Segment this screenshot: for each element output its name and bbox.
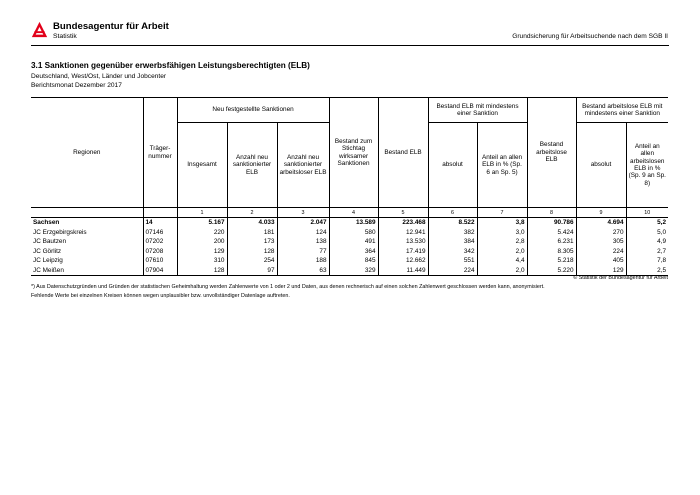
subtitle-region: Deutschland, West/Ost, Länder und Jobcenter (31, 73, 167, 80)
table-cell: 5.220 (527, 266, 576, 276)
region-name: JC Görlitz (31, 247, 143, 257)
table-row (31, 266, 668, 276)
table-cell: 7,8 (626, 256, 668, 266)
table-cell: 2,7 (626, 247, 668, 257)
table-cell: 128 (227, 247, 277, 257)
table-cell: 4.033 (227, 218, 277, 228)
header-bestand-elb: Bestand ELB (378, 98, 428, 208)
column-number: 7 (477, 208, 527, 218)
header-absolut: absolut (428, 123, 477, 208)
table-cell: 173 (227, 237, 277, 247)
header-regionen: Regionen (31, 98, 143, 208)
table-cell: 580 (329, 228, 378, 238)
column-number: 5 (378, 208, 428, 218)
table-cell: 13.530 (378, 237, 428, 247)
org-name: Bundesagentur für Arbeit (53, 21, 169, 32)
table-cell: 254 (227, 256, 277, 266)
header-group-min-arbeitslos: Bestand arbeitslose ELB mit mindestens einer Sanktion (576, 98, 668, 123)
header-traegernummer: Träger-nummer (143, 98, 177, 208)
traeger-number: 07146 (143, 228, 177, 238)
column-number: 2 (227, 208, 277, 218)
org-sub: Statistik (53, 33, 77, 40)
table-cell: 6.231 (527, 237, 576, 247)
header-neu-elb: Anzahl neu sanktionierter ELB (227, 123, 277, 208)
region-name: JC Meißen (31, 266, 143, 276)
table-cell: 8.305 (527, 247, 576, 257)
table-cell: 181 (227, 228, 277, 238)
table-cell: 364 (329, 247, 378, 257)
table-row (31, 218, 668, 228)
region-name: JC Erzgebirgskreis (31, 228, 143, 238)
subtitle-month: Berichtsmonat Dezember 2017 (31, 82, 122, 89)
traeger-number: 07904 (143, 266, 177, 276)
table-cell: 223.468 (378, 218, 428, 228)
table-body (31, 218, 668, 276)
table-cell: 224 (428, 266, 477, 276)
table-cell: 2,0 (477, 266, 527, 276)
table-cell: 5,2 (626, 218, 668, 228)
table-cell: 491 (329, 237, 378, 247)
colnum-empty (143, 208, 177, 218)
table-cell: 329 (329, 266, 378, 276)
table-cell: 77 (277, 247, 329, 257)
ba-logo (31, 20, 181, 44)
table-cell: 5.218 (527, 256, 576, 266)
column-number: 9 (576, 208, 626, 218)
table-cell: 8.522 (428, 218, 477, 228)
header-bestand-arbeitslos: Bestand arbeitslose ELB (527, 98, 576, 208)
table-cell: 2,5 (626, 266, 668, 276)
table-row (31, 247, 668, 257)
table-cell: 129 (177, 247, 227, 257)
table-cell: 11.449 (378, 266, 428, 276)
table-cell: 4,4 (477, 256, 527, 266)
table-cell: 220 (177, 228, 227, 238)
region-name: JC Bautzen (31, 237, 143, 247)
table-cell: 97 (227, 266, 277, 276)
header-anteil-elb: Anteil an allen ELB in % (Sp. 6 an Sp. 5) (477, 123, 527, 208)
table-cell: 17.419 (378, 247, 428, 257)
column-number: 1 (177, 208, 227, 218)
table-cell: 4.694 (576, 218, 626, 228)
column-number: 6 (428, 208, 477, 218)
copyright-note: © Statistik der Bundesagentur für Arbeit (573, 275, 668, 281)
header-divider (31, 45, 669, 46)
page-title: 3.1 Sanktionen gegenüber erwerbsfähigen Leistungsberechtigten (ELB) (31, 61, 310, 70)
table-cell: 90.786 (527, 218, 576, 228)
header-bestand-stichtag: Bestand zum Stichtag wirksamer Sanktionen (329, 98, 378, 208)
column-number: 3 (277, 208, 329, 218)
table-cell: 13.589 (329, 218, 378, 228)
table-cell: 5,0 (626, 228, 668, 238)
header-group-min-elb: Bestand ELB mit mindestens einer Sanktion (428, 98, 527, 123)
table-cell: 382 (428, 228, 477, 238)
table-cell: 188 (277, 256, 329, 266)
header-anteil-arbeitslos: Anteil an allen arbeitslosen ELB in % (Sp. 9 an Sp. 8) (626, 123, 668, 208)
table-row (31, 228, 668, 238)
header-neu-arbeitslos: Anzahl neu sanktionierter arbeitsloser ELB (277, 123, 329, 208)
table-cell: 12.941 (378, 228, 428, 238)
table-cell: 3,0 (477, 228, 527, 238)
table-row (31, 237, 668, 247)
table-cell: 128 (177, 266, 227, 276)
traeger-number: 07202 (143, 237, 177, 247)
table-cell: 2,0 (477, 247, 527, 257)
table-cell: 2.047 (277, 218, 329, 228)
region-name: Sachsen (31, 218, 143, 228)
table-cell: 5.167 (177, 218, 227, 228)
table-cell: 124 (277, 228, 329, 238)
table-cell: 129 (576, 266, 626, 276)
table-cell: 12.662 (378, 256, 428, 266)
table-cell: 5.424 (527, 228, 576, 238)
column-number: 4 (329, 208, 378, 218)
table-row (31, 256, 668, 266)
table-cell: 4,9 (626, 237, 668, 247)
table-cell: 3,8 (477, 218, 527, 228)
footnote-missing-values: Fehlende Werte bei einzelnen Kreisen können wegen unplausibler bzw. unvollständiger Datenlage auftreten. (31, 293, 290, 299)
table-cell: 138 (277, 237, 329, 247)
colnum-empty (31, 208, 143, 218)
traeger-number: 07208 (143, 247, 177, 257)
sanctions-table (31, 97, 668, 276)
header-group-neu: Neu festgestellte Sanktionen (177, 98, 329, 123)
traeger-number: 07610 (143, 256, 177, 266)
table-cell: 342 (428, 247, 477, 257)
header-absolut-arbeitslos: absolut (576, 123, 626, 208)
region-name: JC Leipzig (31, 256, 143, 266)
table-cell: 405 (576, 256, 626, 266)
column-number: 10 (626, 208, 668, 218)
footnote-anonymisation: *) Aus Datenschutzgründen und Gründen der statistischen Geheimhaltung werden Zahlenwerte von 1 oder 2 und Daten, aus denen rechnerisch auf einen solchen Zahlenwert geschlossen werden kann, anonymisiert. (31, 284, 545, 290)
table-cell: 310 (177, 256, 227, 266)
table-cell: 224 (576, 247, 626, 257)
report-series: Grundsicherung für Arbeitsuchende nach dem SGB II (512, 33, 668, 40)
column-number: 8 (527, 208, 576, 218)
table-cell: 845 (329, 256, 378, 266)
table-cell: 551 (428, 256, 477, 266)
table-cell: 305 (576, 237, 626, 247)
header-insgesamt: Insgesamt (177, 123, 227, 208)
table-cell: 200 (177, 237, 227, 247)
table-cell: 2,8 (477, 237, 527, 247)
traeger-number: 14 (143, 218, 177, 228)
table-cell: 270 (576, 228, 626, 238)
table-cell: 63 (277, 266, 329, 276)
ba-logo-icon (31, 21, 48, 38)
table-cell: 384 (428, 237, 477, 247)
